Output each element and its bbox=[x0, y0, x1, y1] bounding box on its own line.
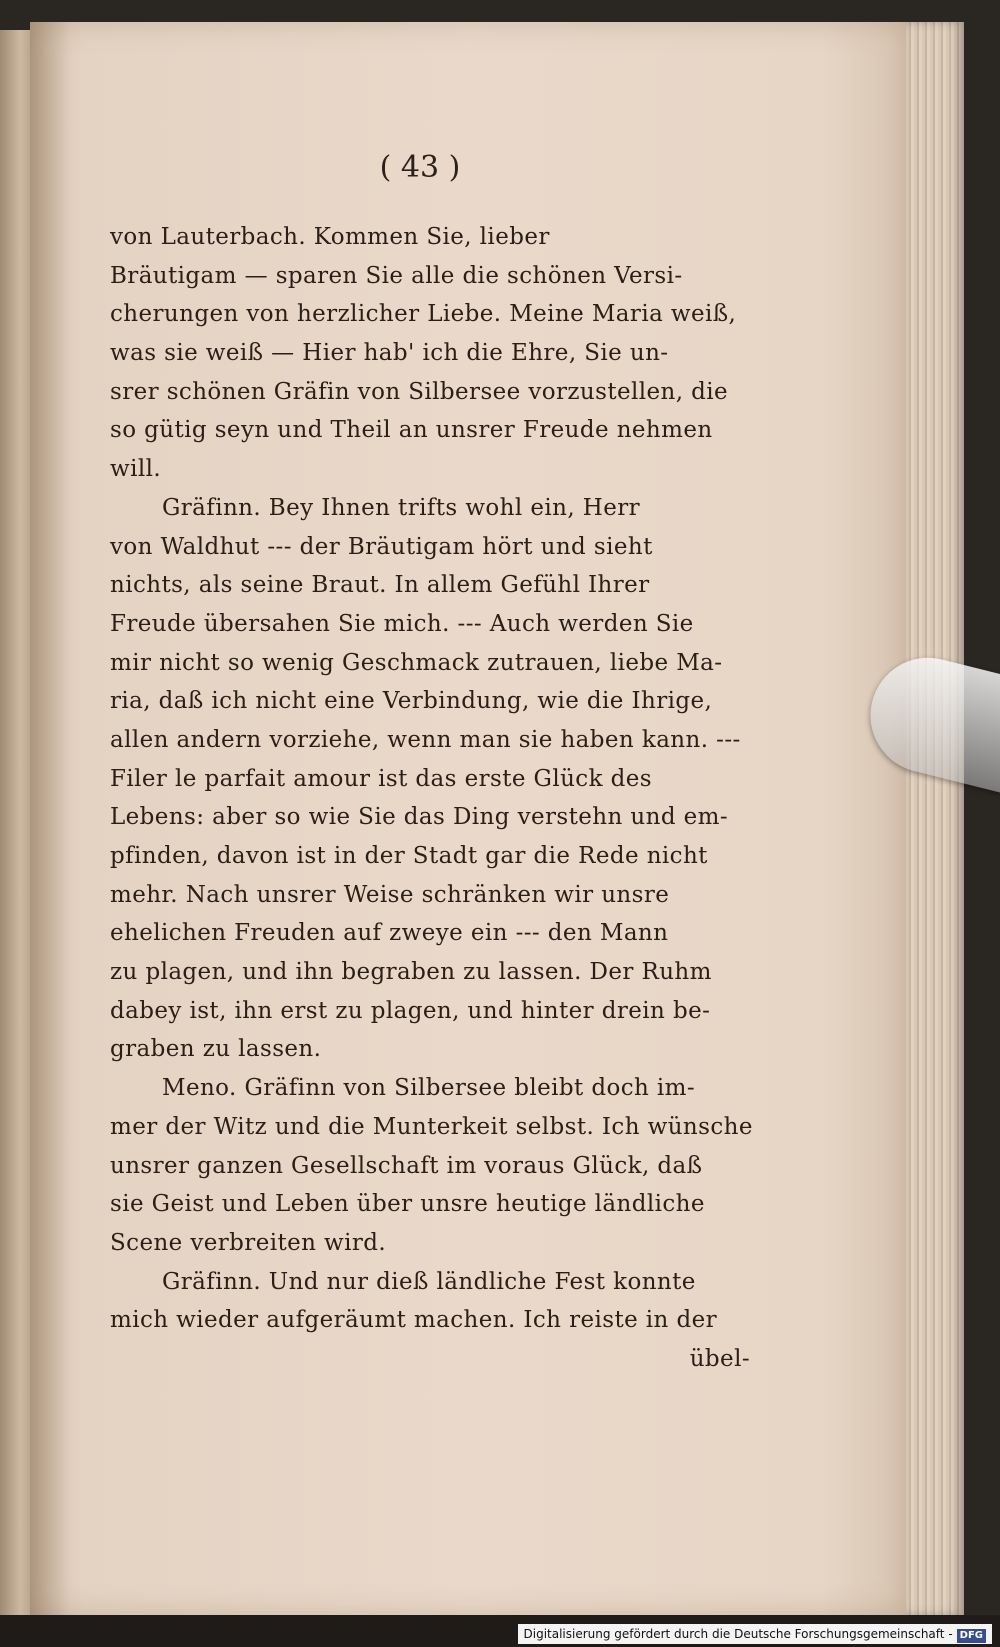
text-line: Lebens: aber so wie Sie das Ding verstehn und em- bbox=[110, 804, 729, 831]
text-line: pfinden, davon ist in der Stadt gar die Rede nicht bbox=[110, 843, 708, 869]
text-line: cherungen von herzlicher Liebe. Meine Maria weiß, bbox=[110, 301, 737, 328]
text-line: Meno. Gräfinn von Silbersee bleibt doch im- bbox=[162, 1075, 696, 1102]
text-line: so gütig seyn und Theil an unsrer Freude nehmen bbox=[110, 417, 713, 444]
text-line: ehelichen Freuden auf zweye ein --- den Mann bbox=[110, 920, 669, 947]
text-line: sie Geist und Leben über unsre heutige ländliche bbox=[110, 1191, 705, 1218]
digitization-credit bbox=[518, 1624, 993, 1644]
page-gutter-shadow bbox=[30, 22, 70, 1615]
text-line: mir nicht so wenig Geschmack zutrauen, liebe Ma- bbox=[110, 649, 723, 676]
text-line: von Waldhut --- der Bräutigam hört und sieht bbox=[110, 533, 653, 560]
text-line: mehr. Nach unsrer Weise schränken wir unsre bbox=[110, 881, 670, 908]
text-line: Filer le parfait amour ist das erste Glück des bbox=[110, 765, 652, 792]
text-line: zu plagen, und ihn begraben zu lassen. Der Ruhm bbox=[110, 959, 712, 986]
bottom-scan-band bbox=[0, 1615, 1000, 1647]
dfg-logo: DFG bbox=[957, 1629, 986, 1643]
text-line: was sie weiß — Hier hab' ich die Ehre, Sie un- bbox=[110, 340, 669, 367]
text-line: Gräfinn. Und nur dieß ländliche Fest konnte bbox=[162, 1268, 696, 1295]
text-line: allen andern vorziehe, wenn man sie haben kann. --- bbox=[110, 726, 741, 753]
text-line: dabey ist, ihn erst zu plagen, und hinter drein be- bbox=[110, 997, 711, 1024]
text-line: Gräfinn. Bey Ihnen trifts wohl ein, Herr bbox=[162, 494, 640, 521]
text-line: Scene verbreiten wird. bbox=[110, 1229, 387, 1256]
text-line: von Lauterbach. Kommen Sie, lieber bbox=[110, 224, 550, 250]
credit-text: Digitalisierung gefördert durch die Deutsche Forschungsgemeinschaft - bbox=[523, 1627, 953, 1641]
text-line: will. bbox=[110, 456, 162, 483]
text-line: ria, daß ich nicht eine Verbindung, wie die Ihrige, bbox=[110, 688, 713, 715]
page-fore-edge bbox=[906, 22, 964, 1615]
text-line: mer der Witz und die Munterkeit selbst. Ich wünsche bbox=[110, 1113, 753, 1140]
text-line: mich wieder aufgeräumt machen. Ich reiste in der bbox=[110, 1307, 718, 1334]
text-line: nichts, als seine Braut. In allem Gefühl Ihrer bbox=[110, 572, 650, 599]
catchword: übel- bbox=[689, 1345, 750, 1372]
text-line: srer schönen Gräfin von Silbersee vorzustellen, die bbox=[110, 378, 729, 405]
text-line: graben zu lassen. bbox=[110, 1036, 322, 1063]
page-number: ( 43 ) bbox=[379, 150, 461, 185]
text-line: Freude übersahen Sie mich. --- Auch werden Sie bbox=[110, 610, 694, 637]
text-line: unsrer ganzen Gesellschaft im voraus Glück, daß bbox=[110, 1152, 703, 1179]
page-text bbox=[110, 218, 753, 1379]
text-line: Bräutigam — sparen Sie alle die schönen Versi- bbox=[110, 262, 683, 289]
left-page-edge bbox=[0, 30, 34, 1615]
